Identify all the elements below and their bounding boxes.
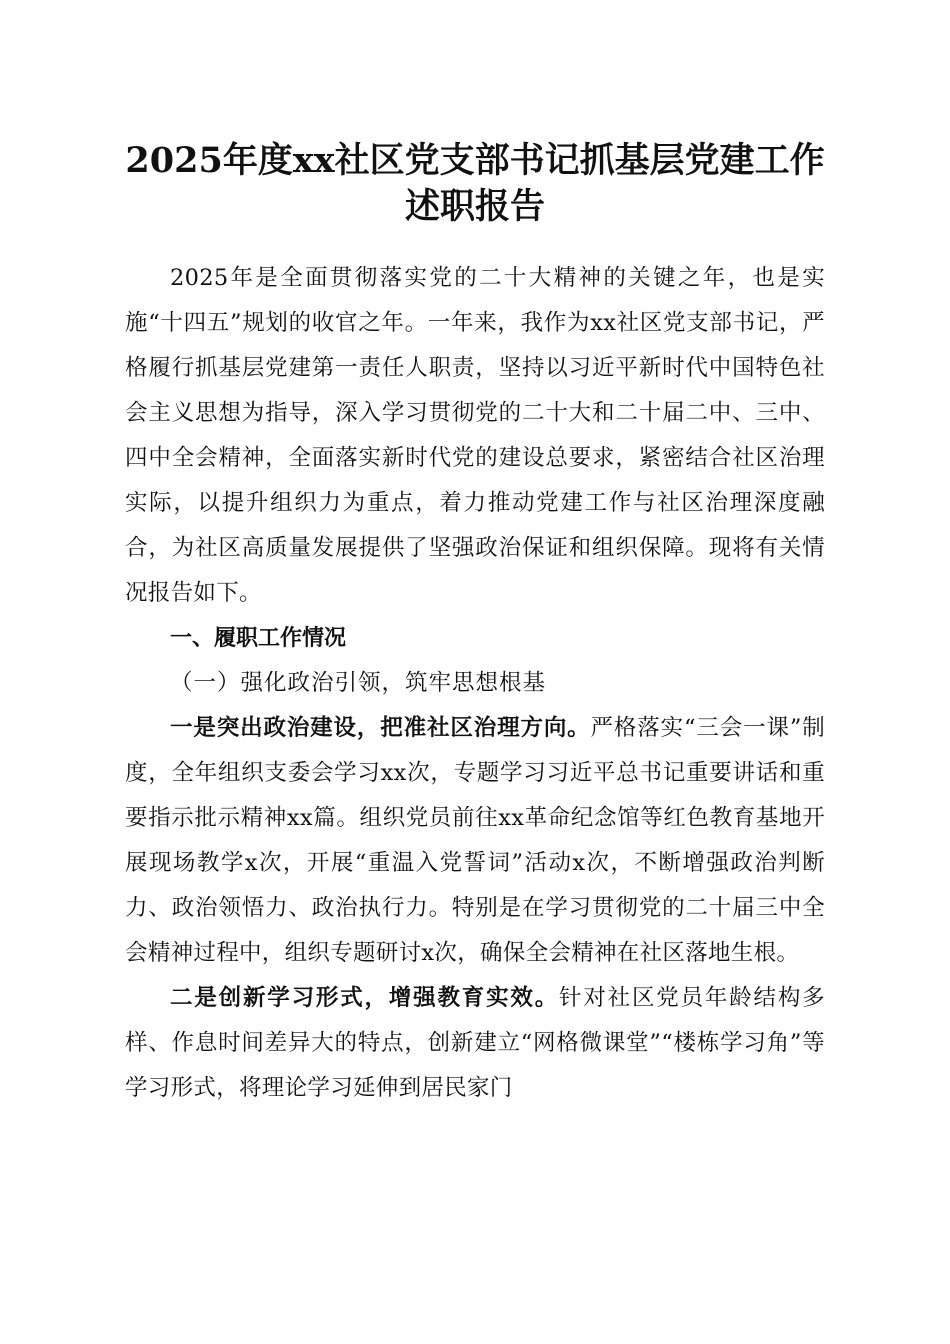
- title-line-1: 2025年度xx社区党支部书记抓基层党建工作: [125, 140, 825, 181]
- document-title: [110, 138, 840, 230]
- title-line-2: 述职报告: [404, 186, 545, 227]
- intro-paragraph: 2025年是全面贯彻落实党的二十大精神的关键之年，也是实施“十四五”规划的收官之年。一年来，我作为xx社区党支部书记，严格履行抓基层党建第一责任人职责，坚持以习近平新时代中国特色社会主义思想为指导，深入学习贯彻党的二十大和二十届二中、三中、四中全会精神，全面落实新时代党的建设总要求，紧密结合社区治理实际，以提升组织力为重点，着力推动党建工作与社区治理深度融合，为社区高质量发展提供了坚强政治保证和组织保障。现将有关情况报告如下。: [125, 265, 825, 606]
- section-heading: 一、履职工作情况: [170, 626, 347, 651]
- point-2-text: 针对社区党员年龄结构多样、作息时间差异大的特点，创新建立“网格微课堂”“楼栋学习角”等学习形式，将理论学习延伸到居民家门: [125, 985, 825, 1101]
- point-2-paragraph: [125, 976, 825, 1111]
- point-1-text: 严格落实“三会一课”制度，全年组织支委会学习xx次，专题学习习近平总书记重要讲话和重要指示批示精神xx篇。组织党员前往xx革命纪念馆等红色教育基地开展现场教学x次，开展“重温入党誓词”活动x次，不断增强政治判断力、政治领悟力、政治执行力。特别是在学习贯彻党的二十届三中全会精神过程中，组织专题研讨x次，确保全会精神在社区落地生根。: [125, 715, 825, 966]
- document-body: [125, 256, 825, 1111]
- point-1-paragraph: [125, 706, 825, 976]
- point-1-lead: 一是突出政治建设，把准社区治理方向。: [170, 715, 591, 741]
- subsection-heading: （一）强化政治引领，筑牢思想根基: [170, 670, 547, 696]
- point-2-lead: 二是创新学习形式，增强教育实效。: [170, 985, 560, 1011]
